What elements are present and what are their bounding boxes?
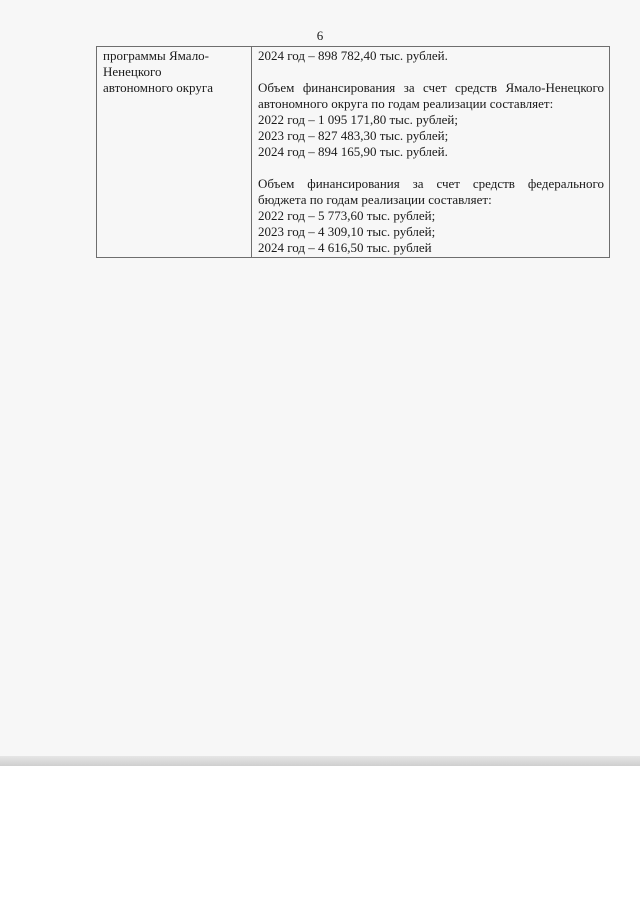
financing-total-2024-line: 2024 год – 898 782,40 тыс. рублей. xyxy=(258,48,448,63)
district-financing-2024: 2024 год – 894 165,90 тыс. рублей. xyxy=(258,144,448,159)
federal-financing-2024: 2024 год – 4 616,50 тыс. рублей xyxy=(258,240,432,255)
federal-financing-2022: 2022 год – 5 773,60 тыс. рублей; xyxy=(258,208,436,223)
financing-table xyxy=(96,46,610,258)
program-name-line: автономного округа xyxy=(103,80,213,95)
financing-details-cell xyxy=(252,47,610,258)
program-name-line: программы Ямало- xyxy=(103,48,210,63)
district-financing-2023: 2023 год – 827 483,30 тыс. рублей; xyxy=(258,128,449,143)
federal-financing-2023: 2023 год – 4 309,10 тыс. рублей; xyxy=(258,224,436,239)
paragraph-gap xyxy=(258,160,604,176)
table-row xyxy=(97,47,610,258)
page-edge-shadow xyxy=(0,756,640,766)
district-financing-intro: Объем финансирования за счет средств Ямало-Ненецкого автономного округа по годам реализации составляет: xyxy=(258,80,604,111)
district-financing-2022: 2022 год – 1 095 171,80 тыс. рублей; xyxy=(258,112,458,127)
program-name-cell xyxy=(97,47,252,258)
page-number: 6 xyxy=(316,28,324,43)
federal-financing-intro: Объем финансирования за счет средств федерального бюджета по годам реализации составляет: xyxy=(258,176,604,207)
program-name-line: Ненецкого xyxy=(103,64,162,79)
paragraph-gap xyxy=(258,64,604,80)
